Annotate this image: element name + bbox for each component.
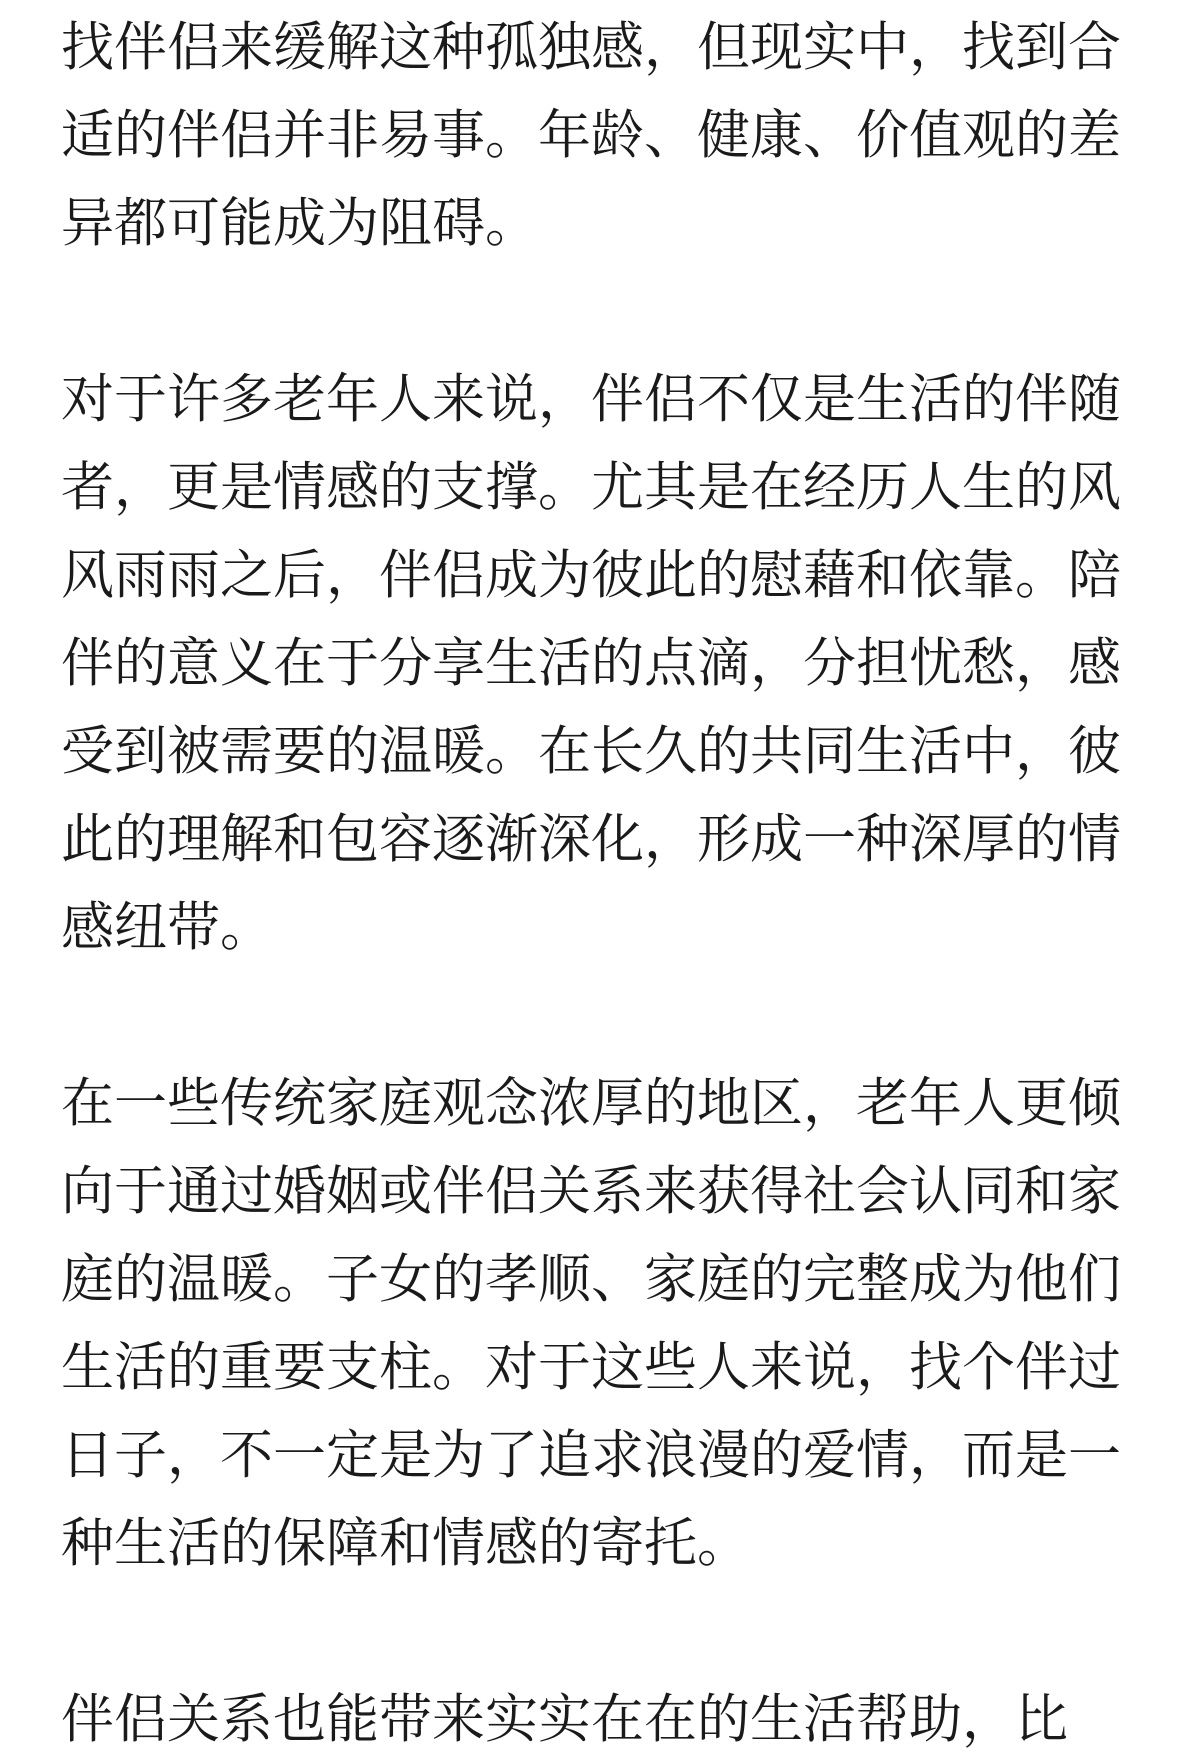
text-line: 者，更是情感的支撑。尤其是在经历人生的风 [61,457,1121,518]
text-line: 在一些传统家庭观念浓厚的地区，老年人更倾 [61,1073,1121,1134]
paragraph [61,1060,1121,1588]
text-line: 受到被需要的温暖。在长久的共同生活中，彼 [61,721,1121,782]
text-line: 风雨雨之后，伴侣成为彼此的慰藉和依靠。陪 [61,545,1121,606]
text-line: 异都可能成为阻碍。 [61,193,538,254]
text-line: 找伴侣来缓解这种孤独感，但现实中，找到合 [61,17,1121,78]
paragraph [61,356,1121,972]
text-line: 向于通过婚姻或伴侣关系来获得社会认同和家 [61,1161,1121,1222]
text-line: 此的理解和包容逐渐深化，形成一种深厚的情 [61,809,1121,870]
text-line: 伴侣关系也能带来实实在在的生活帮助，比 [61,1689,1068,1750]
text-line: 伴的意义在于分享生活的点滴，分担忧愁，感 [61,633,1121,694]
paragraph [61,0,1121,268]
text-line: 对于许多老年人来说，伴侣不仅是生活的伴随 [61,369,1121,430]
text-line: 日子，不一定是为了追求浪漫的爱情，而是一 [61,1425,1121,1486]
text-line: 庭的温暖。子女的孝顺、家庭的完整成为他们 [61,1249,1121,1310]
text-line: 感纽带。 [61,897,273,958]
text-line: 生活的重要支柱。对于这些人来说，找个伴过 [61,1337,1121,1398]
text-line: 适的伴侣并非易事。年龄、健康、价值观的差 [61,105,1121,166]
text-line: 种生活的保障和情感的寄托。 [61,1513,750,1574]
paragraph [61,1676,1121,1764]
